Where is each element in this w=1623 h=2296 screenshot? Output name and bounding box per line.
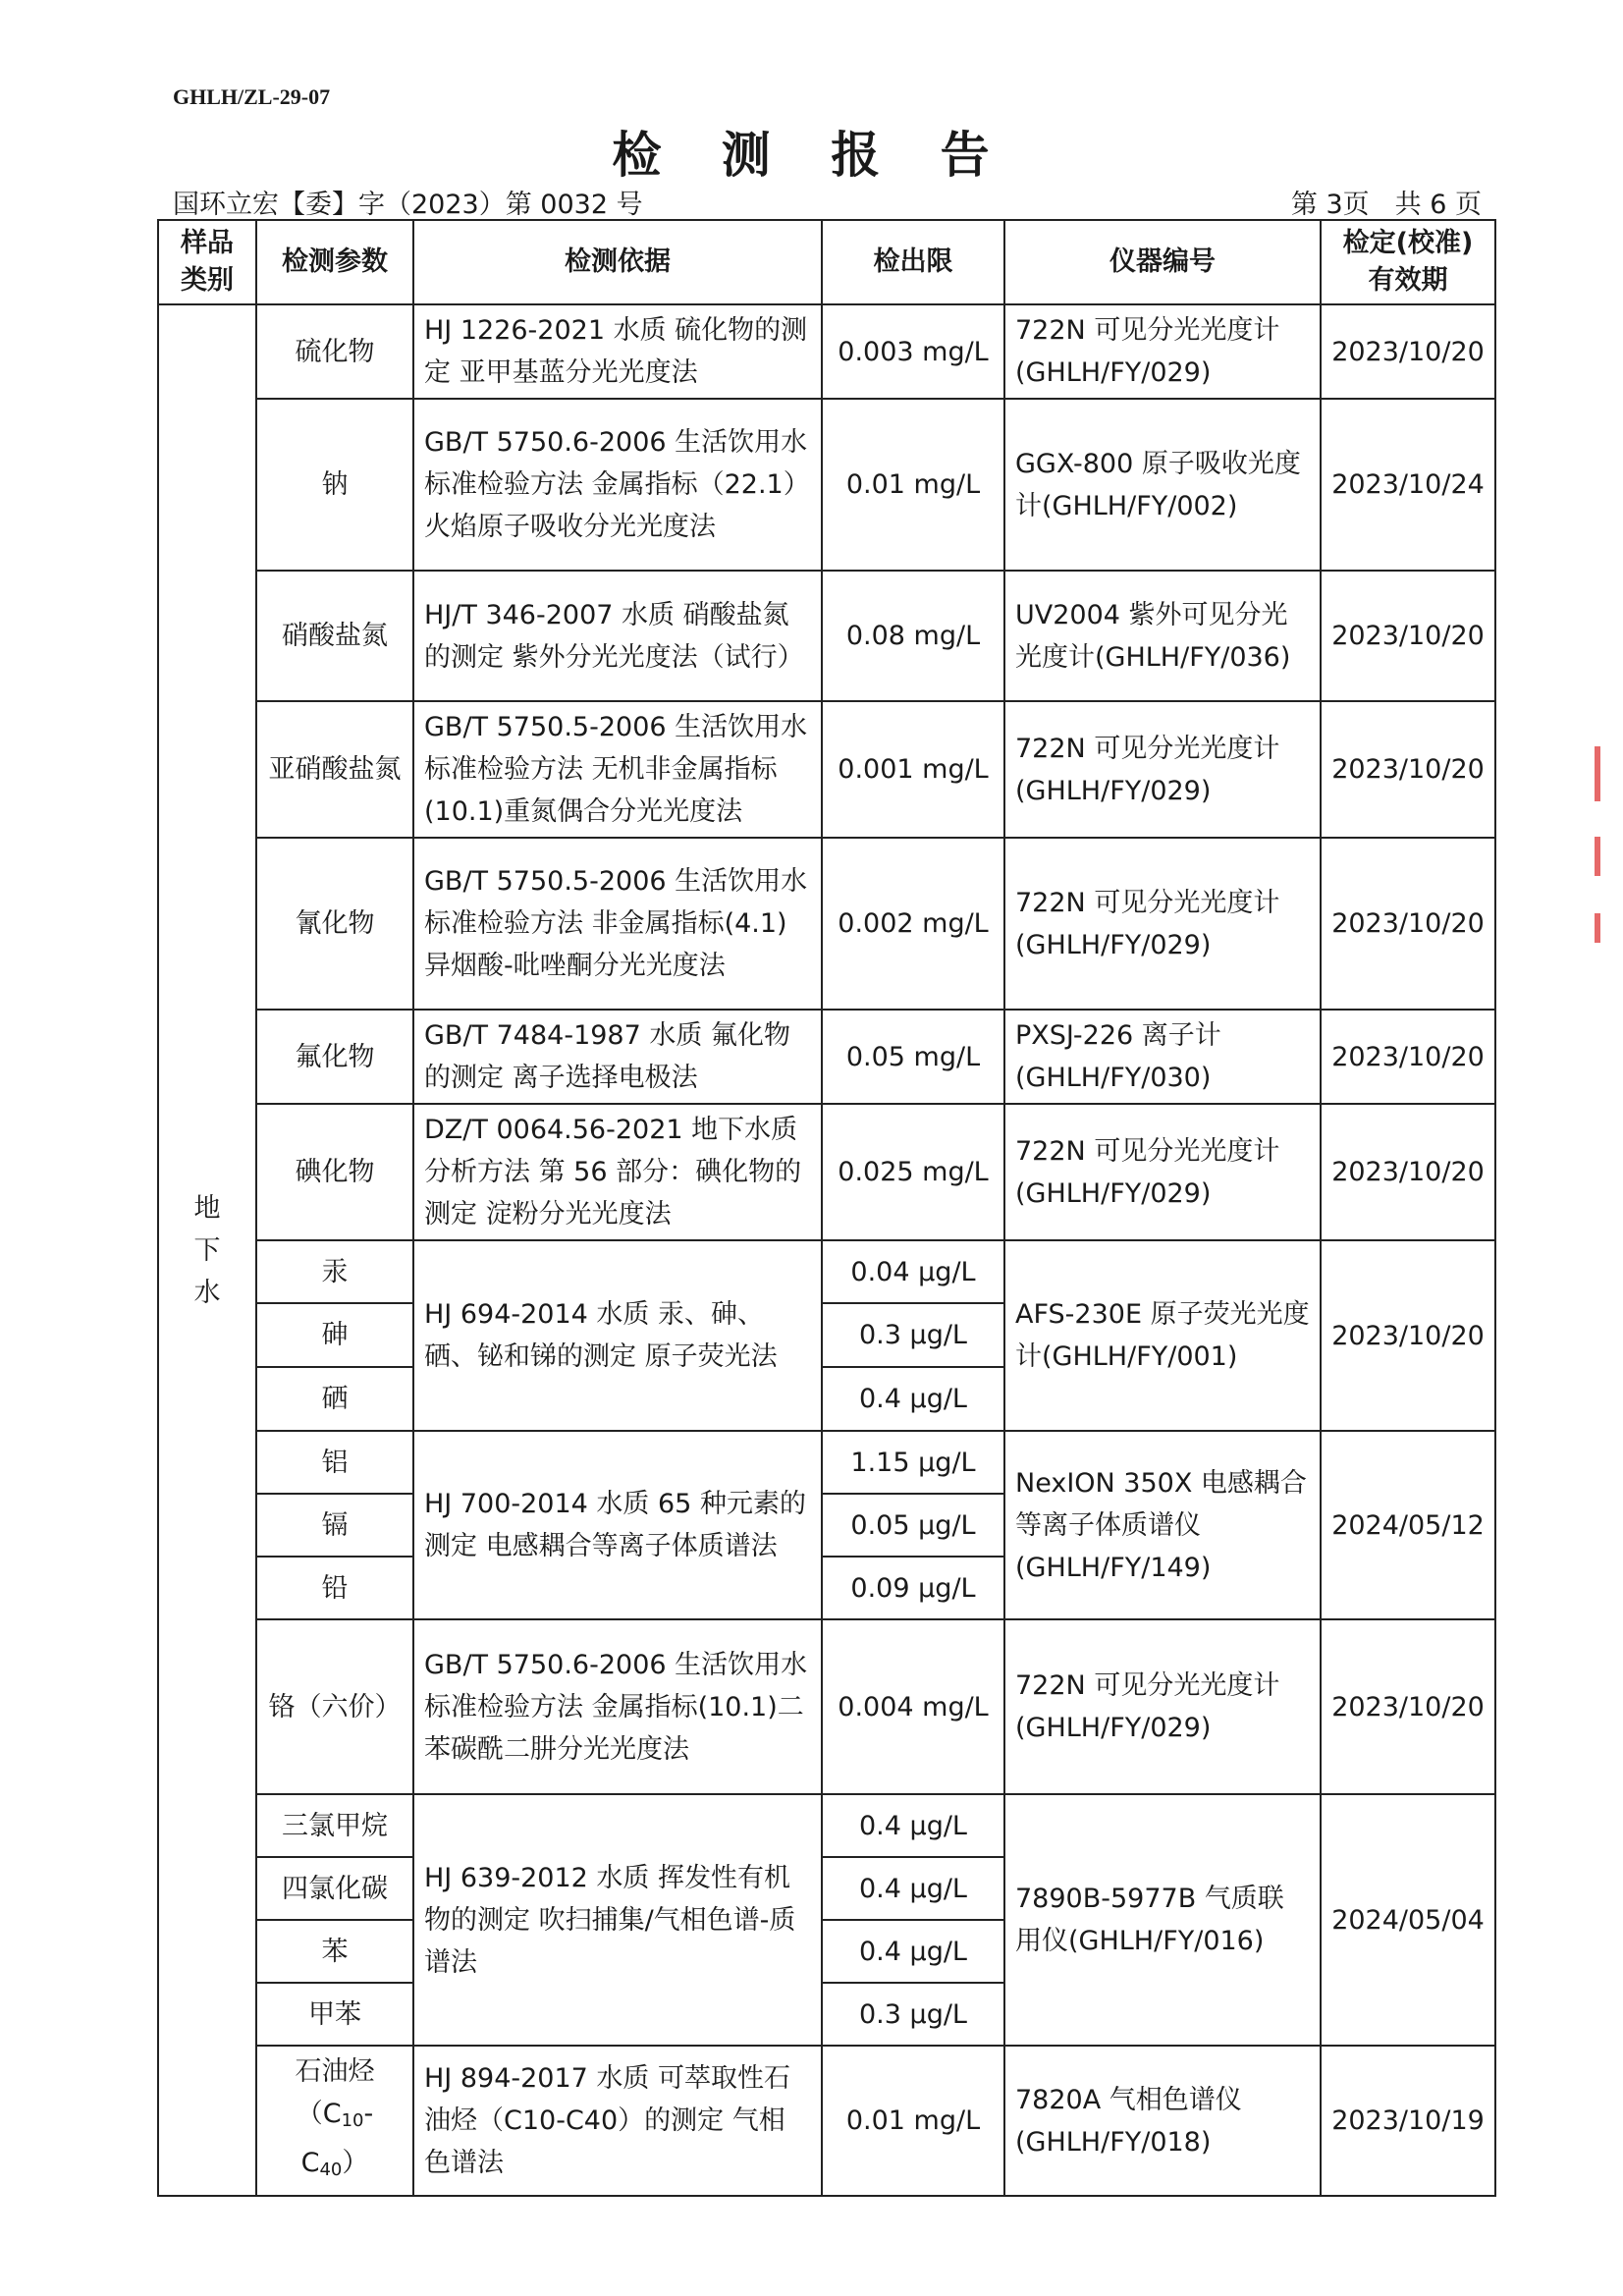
table-row — [158, 1104, 1495, 1240]
param-cell: 硝酸盐氮 — [256, 571, 413, 701]
limit-cell: 0.001 mg/L — [822, 701, 1004, 838]
instrument-cell: GGX-800 原子吸收光度计(GHLH/FY/002) — [1004, 399, 1321, 571]
limit-cell: 0.4 μg/L — [822, 1920, 1004, 1983]
instrument-cell: 7890B-5977B 气质联用仪(GHLH/FY/016) — [1004, 1794, 1321, 2046]
limit-cell: 0.002 mg/L — [822, 838, 1004, 1010]
report-number: 国环立宏【委】字（2023）第 0032 号 — [173, 190, 643, 220]
instrument-cell: PXSJ-226 离子计(GHLH/FY/030) — [1004, 1010, 1321, 1104]
header-valid: 检定(校准) 有效期 — [1321, 220, 1495, 304]
param-cell: 铝 — [256, 1431, 413, 1494]
seal-edge-mark — [1595, 837, 1600, 876]
limit-cell: 0.3 μg/L — [822, 1303, 1004, 1367]
document-code: GHLH/ZL-29-07 — [173, 84, 331, 109]
table-row — [158, 2046, 1495, 2196]
table-row — [158, 1619, 1495, 1794]
table-row — [158, 1431, 1495, 1494]
instrument-cell: 722N 可见分光光度计(GHLH/FY/029) — [1004, 838, 1321, 1010]
method-cell: GB/T 5750.6-2006 生活饮用水标准检验方法 金属指标（22.1）火焰原子吸收分光光度法 — [413, 399, 822, 571]
limit-cell: 0.05 μg/L — [822, 1494, 1004, 1557]
header-category: 样品 类别 — [158, 220, 256, 304]
param-cell: 钠 — [256, 399, 413, 571]
limit-cell: 0.4 μg/L — [822, 1367, 1004, 1431]
method-cell: HJ 1226-2021 水质 硫化物的测定 亚甲基蓝分光光度法 — [413, 304, 822, 399]
page-indicator — [1291, 183, 1482, 221]
param-cell: 碘化物 — [256, 1104, 413, 1240]
method-cell: GB/T 5750.5-2006 生活饮用水标准检验方法 非金属指标(4.1)异烟酸-吡唑酮分光光度法 — [413, 838, 822, 1010]
limit-cell: 1.15 μg/L — [822, 1431, 1004, 1494]
limit-cell: 0.01 mg/L — [822, 399, 1004, 571]
param-cell: 三氯甲烷 — [256, 1794, 413, 1857]
method-cell: DZ/T 0064.56-2021 地下水质分析方法 第 56 部分：碘化物的测定 淀粉分光光度法 — [413, 1104, 822, 1240]
param-cell: 铬（六价） — [256, 1619, 413, 1794]
table-row — [158, 838, 1495, 1010]
limit-cell: 0.4 μg/L — [822, 1794, 1004, 1857]
param-cell: 硒 — [256, 1367, 413, 1431]
seal-edge-mark — [1595, 746, 1600, 801]
limit-cell: 0.4 μg/L — [822, 1857, 1004, 1920]
instrument-cell: 7820A 气相色谱仪(GHLH/FY/018) — [1004, 2046, 1321, 2196]
limit-cell: 0.09 μg/L — [822, 1557, 1004, 1619]
table-row — [158, 304, 1495, 399]
method-cell: GB/T 5750.5-2006 生活饮用水标准检验方法 无机非金属指标 (10.1)重氮偶合分光光度法 — [413, 701, 822, 838]
table-row — [158, 701, 1495, 838]
method-cell: HJ 700-2014 水质 65 种元素的测定 电感耦合等离子体质谱法 — [413, 1431, 822, 1619]
limit-cell: 0.004 mg/L — [822, 1619, 1004, 1794]
valid-date-cell: 2023/10/20 — [1321, 1010, 1495, 1104]
param-cell: 氟化物 — [256, 1010, 413, 1104]
valid-date-cell: 2024/05/12 — [1321, 1431, 1495, 1619]
param-cell: 硫化物 — [256, 304, 413, 399]
table-row — [158, 1240, 1495, 1303]
valid-date-cell: 2023/10/19 — [1321, 2046, 1495, 2196]
report-reference-line — [173, 183, 1482, 220]
param-cell: 石油烃 $(C_{10}-C_{40})$ — [256, 2046, 413, 2196]
limit-cell: 0.003 mg/L — [822, 304, 1004, 399]
instrument-cell: 722N 可见分光光度计(GHLH/FY/029) — [1004, 701, 1321, 838]
valid-date-cell: 2023/10/20 — [1321, 1240, 1495, 1431]
param-cell: 镉 — [256, 1494, 413, 1557]
table-row — [158, 399, 1495, 571]
valid-date-cell: 2024/05/04 — [1321, 1794, 1495, 2046]
table-row — [158, 1794, 1495, 1857]
valid-date-cell: 2023/10/20 — [1321, 838, 1495, 1010]
page-total: 共 6 页 — [1394, 190, 1482, 220]
method-cell: GB/T 7484-1987 水质 氟化物的测定 离子选择电极法 — [413, 1010, 822, 1104]
param-cell: 亚硝酸盐氮 — [256, 701, 413, 838]
method-cell: HJ/T 346-2007 水质 硝酸盐氮的测定 紫外分光光度法（试行） — [413, 571, 822, 701]
limit-cell: 0.025 mg/L — [822, 1104, 1004, 1240]
param-cell: 甲苯 — [256, 1983, 413, 2046]
instrument-cell: 722N 可见分光光度计(GHLH/FY/029) — [1004, 1104, 1321, 1240]
param-cell: 四氯化碳 — [256, 1857, 413, 1920]
param-cell: 氰化物 — [256, 838, 413, 1010]
instrument-cell: NexION 350X 电感耦合等离子体质谱仪(GHLH/FY/149) — [1004, 1431, 1321, 1619]
method-cell: HJ 894-2017 水质 可萃取性石油烃（C10-C40）的测定 气相色谱法 — [413, 2046, 822, 2196]
valid-date-cell: 2023/10/24 — [1321, 399, 1495, 571]
valid-date-cell: 2023/10/20 — [1321, 1104, 1495, 1240]
param-cell: 苯 — [256, 1920, 413, 1983]
instrument-cell: 722N 可见分光光度计(GHLH/FY/029) — [1004, 1619, 1321, 1794]
page-current: 第 3页 — [1290, 190, 1370, 220]
limit-cell: 0.01 mg/L — [822, 2046, 1004, 2196]
header-instrument: 仪器编号 — [1004, 220, 1321, 304]
instrument-cell: AFS-230E 原子荧光光度计(GHLH/FY/001) — [1004, 1240, 1321, 1431]
report-title: 检 测 报 告 — [612, 126, 1011, 184]
param-cell: 汞 — [256, 1240, 413, 1303]
test-method-table — [157, 219, 1496, 2197]
method-cell: HJ 694-2014 水质 汞、砷、硒、铋和锑的测定 原子荧光法 — [413, 1240, 822, 1431]
header-limit: 检出限 — [822, 220, 1004, 304]
limit-cell: 0.04 μg/L — [822, 1240, 1004, 1303]
table-row — [158, 1010, 1495, 1104]
method-cell: GB/T 5750.6-2006 生活饮用水标准检验方法 金属指标(10.1)二苯碳酰二肼分光光度法 — [413, 1619, 822, 1794]
valid-date-cell: 2023/10/20 — [1321, 304, 1495, 399]
limit-cell: 0.3 μg/L — [822, 1983, 1004, 2046]
method-cell: HJ 639-2012 水质 挥发性有机物的测定 吹扫捕集/气相色谱-质谱法 — [413, 1794, 822, 2046]
instrument-cell: UV2004 紫外可见分光光度计(GHLH/FY/036) — [1004, 571, 1321, 701]
valid-date-cell: 2023/10/20 — [1321, 701, 1495, 838]
param-cell: 砷 — [256, 1303, 413, 1367]
valid-date-cell: 2023/10/20 — [1321, 1619, 1495, 1794]
valid-date-cell: 2023/10/20 — [1321, 571, 1495, 701]
limit-cell: 0.05 mg/L — [822, 1010, 1004, 1104]
header-method: 检测依据 — [413, 220, 822, 304]
limit-cell: 0.08 mg/L — [822, 571, 1004, 701]
table-header-row — [158, 220, 1495, 304]
table-row — [158, 571, 1495, 701]
sample-category-cell: 地 下 水 — [158, 304, 256, 2196]
instrument-cell: 722N 可见分光光度计(GHLH/FY/029) — [1004, 304, 1321, 399]
header-param: 检测参数 — [256, 220, 413, 304]
param-cell: 铅 — [256, 1557, 413, 1619]
seal-edge-mark — [1595, 913, 1600, 943]
